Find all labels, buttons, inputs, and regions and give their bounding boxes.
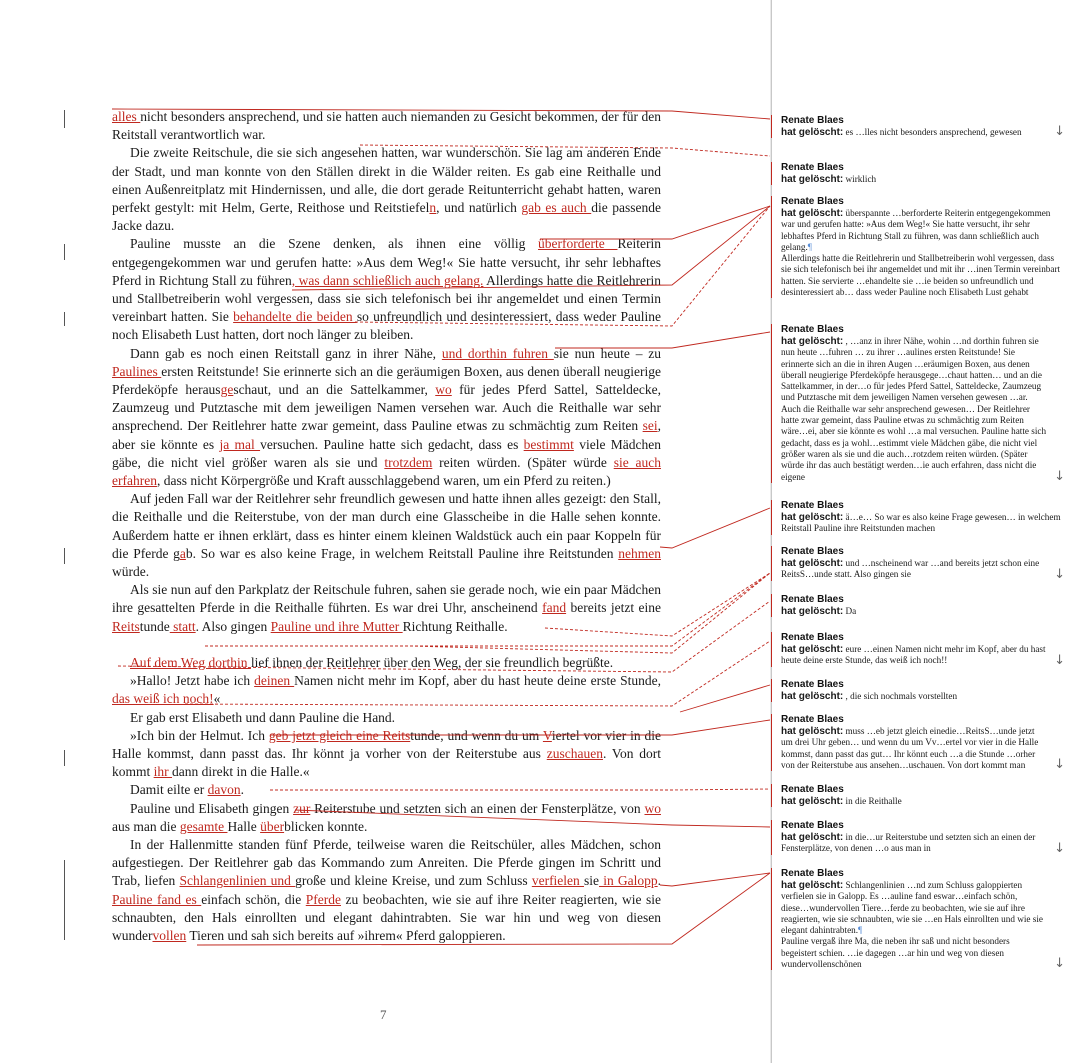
text-run: Er gab erst Elisabeth und dann Pauline die Hand. [130,709,396,725]
comment-connector-line [295,810,770,827]
tracked-insertion: sie auch erfahren [112,454,661,489]
comment-author: Renate Blaes [781,784,844,795]
tracked-insertion: davon [207,782,241,798]
comment-bar [771,546,772,581]
deletion-comment[interactable] [781,714,1065,771]
comment-body [781,880,1065,970]
comment-connector-line [292,206,770,290]
tracked-insertion: vollen [152,927,187,943]
tracked-insertion: statt [169,618,196,634]
tracked-insertion: nehmen [618,545,661,561]
tracked-insertion: alles [112,109,141,124]
text-run: Allerdings hatte die Reitlehrerin und Stallbetreiberin wohl vergessen, dass sie sich telefonisch bei ihr angemeldet und einen Termin vereinbart hatten. Sie [112,272,662,325]
expand-arrow-icon[interactable]: ↓ [1054,468,1065,484]
comment-body [781,208,1065,298]
tracked-insertion: Auf dem Weg dorthin [130,654,251,670]
comment-bar [771,196,772,298]
deleted-text: Schlangenlinien …nd zum Schluss galoppierten verfielen sie in Galopp. Es …auline fand eswar…einfach schön, diese…wundervollen Tiere…ferde zu beobachten, wie sie auf ihre reagierten, wie sie schnaubten, wie sie …en Hals einrollten und wie sie elegant dahintrabten. [781,880,1044,936]
expand-arrow-icon[interactable]: ↓ [1054,840,1065,856]
comment-bar [771,679,772,702]
tracked-insertion: zur [293,800,311,816]
expand-arrow-icon[interactable]: ↓ [1054,956,1065,972]
text-run: Halle [227,818,261,834]
comment-author: Renate Blaes [781,632,844,643]
comment-action: hat gelöscht: [781,726,844,737]
tracked-insertion: das weiß ich noch! [112,691,214,707]
comment-connector-line [657,873,770,889]
deleted-text: Allerdings hatte die Reitlehrerin und Stallbetreiberin wohl vergessen, dass sie sich telefonisch bei ihr angemeldet und mit ihr …inen Termin vereinbart hatten. Sie servierte …ehandelte sie …ie beiden so unfreundlich und desinteressiert ab… dass weder Pauline noch Elisabeth Lust gehabt [781,253,1061,298]
tracked-insertion: über [260,818,285,834]
deleted-text: es …lles nicht besonders ansprechend, gewesen [843,127,1022,137]
comment-author: Renate Blaes [781,868,844,879]
comment-author: Renate Blaes [781,546,844,557]
text-run: Reiterstube und setzten sich an einen der Fensterplätze, von [310,800,645,816]
deleted-text: , …anz in ihrer Nähe, wohin …nd dorthin fuhren sie nun heute …fuhren … zu ihrer …aulines ersten Reitstunde! Sie erinnerte sich an die in ihren Augen …eräumigen Boxen, aus denen überall neugierige Pferdeköpfe herausgege…chaut hatten… und an die Sattelkammer, in der…o für jedes Pferd Sattel, Satteldecke, Zaumzeug und Putztasche mit dem jeweiligen Namen versehen gewesen …ar. Auch die Reithalle war sehr ansprechend gewesen… Der Reitlehrer hatte zwar gemeint, dass Pauline etwas zu schmächtig zum Reiten wäre…ei, aber sie könnte es wohl …a mal versuchen. Pauline hatte sich gedacht, dass es ja wohl…estimmt viele Mädchen gäbe, die nicht viel größer waren als sie und die auch…rotzdem reiten würden. (Später würde ihr das auch bestätigt werden…ie auch erfahren, dass nicht die eigene [781,336,1047,482]
comment-author: Renate Blaes [781,324,844,335]
text-run: . Also gingen [195,618,271,634]
comment-connector-line [270,789,770,790]
deleted-text: überspannte …berforderte Reiterin entgegengekommen war und gerufen hatte: »Aus dem Weg!« Sie hatte versucht, ihr sehr lebhaftes Pferd in Richtung Stall zu führen, was dann schließlich auch gelang. [781,208,1051,252]
comment-bar [771,500,772,535]
deleted-text: muss …eb jetzt gleich einedie…ReitsS…unde jetzt um drei Uhr geben… und wenn du um Vv…ertel vor vier in die Halle kommst, dann passt das gut… Ihr könnt euch …a die Stunde …orher von der Reiterstube aus ansehen…uschauen. Von dort kommt man [781,726,1039,770]
comment-action: hat gelöscht: [781,558,844,569]
tracked-insertion: Schlangenlinien und [179,873,296,889]
comment-bar [771,594,772,617]
text-run: aus man die [112,818,180,834]
comment-bar [771,632,772,667]
tracked-insertion: in Galopp [599,873,658,889]
comment-connector-line [555,332,770,348]
deletion-comment[interactable] [781,162,1065,185]
comment-connector-line [660,508,770,548]
expand-arrow-icon[interactable]: ↓ [1054,652,1065,668]
tracked-insertion: n [429,200,437,216]
comment-bar [771,714,772,771]
pilcrow-mark: ¶ [858,925,863,936]
text-run: für jedes Pferd Sattel, Satteldecke, Zaumzeug und Putztasche mit dem jeweiligen Namen versehen war. Auch die Reithalle war sehr ansprechend. Der Reitlehrer hatte zwar gemeint, dass Pauline etwas zu schmächtig zum Reiten [112,382,661,434]
deleted-text: eure …einen Namen nicht mehr im Kopf, aber du hast heute deine erste Stunde, das weiß ich noch!! [781,644,1046,666]
comment-author: Renate Blaes [781,820,844,831]
comment-author: Renate Blaes [781,679,844,690]
text-run: viele Mädchen gäbe, die nicht viel größer waren als sie und [112,436,661,470]
comment-body [781,796,1065,807]
tracked-insertion: Pauline fand es [112,891,202,907]
deletion-comment[interactable] [781,324,1065,483]
tracked-insertion: behandelte die beiden [233,309,357,325]
comment-body [781,558,1065,581]
text-run: sie [584,873,599,889]
text-run: dann direkt in die Halle.« [172,764,310,780]
comment-bar [771,868,772,970]
text-run: Damit eilte er [130,782,208,798]
text-run: Pauline musste an die Szene denken, als ihnen eine völlig [130,236,539,252]
comment-author: Renate Blaes [781,162,844,173]
tracked-insertion: ihr [153,764,173,780]
comment-connector-line [360,145,770,156]
comment-body [781,124,1065,140]
text-run: Reiterin entgegengekommen war und gerufen hatte: »Aus dem Weg!« Sie hatte versucht, ihr sehr lebhaftes Pferd in Richtung Stall zu führen [112,236,661,288]
deletion-comment[interactable] [781,784,1065,807]
comment-bar [771,820,772,855]
text-run: »Ich bin der Helmut. Ich [130,727,269,743]
tracked-insertion: Pauline und ihre Mutter [270,618,403,634]
text-run: . Von dort kommt [112,745,661,780]
deleted-text: , die sich nochmals vorstellten [843,691,958,701]
tracked-insertion: überforderte [538,236,618,252]
comment-action: hat gelöscht: [781,127,844,138]
text-run: nicht besonders ansprechend, und sie hatten auch niemanden zu Gesicht bekommen, der für den Reitstall verantwortlich war. [112,109,661,143]
comment-connector-line [205,573,770,646]
text-run: »Hallo! Jetzt habe ich [130,673,255,689]
text-run: , aber sie könnte es [112,418,661,452]
tracked-insertion: und dorthin fuhren [441,345,554,361]
comment-action: hat gelöscht: [781,832,844,843]
text-run: blicken konnte. [284,818,368,834]
comment-bar [771,784,772,807]
text-run: Pauline und Elisabeth gingen [130,800,294,816]
tracked-insertion: gesamte [179,818,228,834]
comment-action: hat gelöscht: [781,336,844,347]
tracked-insertion: bestimmt [523,436,574,452]
tracked-insertion: Pferde [305,891,341,907]
tracked-insertion: Paulines [112,363,162,379]
comment-action: hat gelöscht: [781,174,844,185]
deleted-text: wirklich [843,174,877,184]
comment-connector-line [545,573,770,636]
comment-action: hat gelöscht: [781,208,844,219]
comment-author: Renate Blaes [781,714,844,725]
text-run: einfach schön, die [201,891,306,907]
text-run: die passende Jacke dazu. [112,200,661,234]
text-run: iertel vor vier in die Halle kommst, dann passt das. Ihr könnt ja vorher von der Reiterstube aus [112,727,661,761]
comment-body [781,726,1065,771]
text-run: würde. [112,564,150,580]
comment-bar [771,324,772,483]
page-number: 7 [380,1007,387,1022]
text-run: ersten Reitstunde! Sie erinnerte sich an die geräumigen Boxen, aus denen überall neugierige Pferdeköpfe heraus [112,363,662,398]
comment-connector-line [680,685,770,712]
tracked-insertion: Reits [112,618,140,634]
comment-body [781,606,1065,617]
deletion-comment[interactable] [781,594,1065,617]
text-run: tunde, und wenn du um [410,727,543,743]
comment-author: Renate Blaes [781,115,844,126]
comment-action: hat gelöscht: [781,691,844,702]
tracked-insertion: ja mal [219,436,261,452]
comment-connector-line [118,601,770,672]
text-run: , dass nicht Körpergröße und Kraft ausschlaggebend waren, um ein Pferd zu reiten.) [156,473,611,489]
text-run: reiten würden. (Später würde [432,454,614,470]
comment-body [781,336,1065,483]
text-run: Richtung Reithalle. [402,618,508,634]
comment-body [781,512,1065,535]
text-run: bereits jetzt eine [566,600,661,616]
text-run: Die zweite Reitschule, die sie sich angesehen hatten, war wunderschön. Sie lag am anderen Ende der Stadt, und man konnte von den Ställen direkt in die Wälder reiten. Es gab eine Reithalle und einen Außenreitplatz mit Hindernissen, und alle, die dort gerade Reitunterricht gehabt hatten, waren perfekt gestylt: mit Helm, Gerte, Reithose und Reitstiefel [112,145,661,216]
deleted-text: Pauline vergaß ihre Ma, die neben ihr saß und nicht besonders begeistert schien. …ie dagegen …ar hin und weg von diesen wundervollenschönen [781,936,1010,970]
text-run: . [240,782,244,798]
comment-connector-line [112,109,770,119]
deleted-text: in die Reithalle [843,796,902,806]
comment-body [781,691,1065,702]
comment-bar [771,162,772,185]
tracked-insertion: sei [642,418,658,434]
deletion-comment[interactable] [781,820,1065,855]
tracked-insertion: Reits [382,727,411,743]
tracked-insertion: zuschauen [546,745,603,761]
tracked-insertion: verfielen [531,873,584,889]
text-run: . [657,873,662,889]
text-run: Als sie nun auf den Parkplatz der Reitschule fuhren, sahen sie gerade noch, wie ein paar Mädchen ihre gesattelten Pferde in die Reithalle führten. Es war drei Uhr, anscheinend [112,582,661,616]
comment-body [781,832,1065,855]
comment-action: hat gelöscht: [781,644,844,655]
tracked-insertion: gab es auch [521,200,592,216]
comment-author: Renate Blaes [781,196,844,207]
tracked-insertion: a [179,545,186,561]
text-run: tunde [139,618,170,634]
comment-action: hat gelöscht: [781,606,844,617]
comment-action: hat gelöscht: [781,512,844,523]
deletion-comment[interactable] [781,115,1065,138]
comment-connector-line [185,641,770,706]
text-run: In der Hallenmitte standen fünf Pferde, teilweise waren die Reitschüler, alles Mädchen, schon aufgestiegen. Der Reitlehrer gab das Kommando zum Anreiten. Die Pferde gingen im Schritt und Trab, liefen [112,836,661,889]
tracked-insertion: , was dann schließlich auch gelang. [291,272,484,288]
deleted-text: ä…e… So war es also keine Frage gewesen… in welchem Reitstall Pauline ihre Reitstunden machen [781,512,1061,534]
deletion-comment[interactable] [781,500,1065,535]
text-run: so unfreundlich und desinteressiert, dass weder Pauline noch Elisabeth Lust hatten, dort noch länger zu bleiben. [112,309,661,343]
comment-connector-line [270,720,770,735]
text-run: schaut, und an die Sattelkammer, [233,382,436,398]
text-run: Namen nicht mehr im Kopf, aber du hast heute deine erste Stunde, [294,673,661,689]
expand-arrow-icon[interactable]: ↓ [1054,566,1065,582]
text-run: Auf jeden Fall war der Reitlehrer sehr freundlich gewesen und hatte ihnen alles gezeigt: den Stall, die Reithalle und die Reiterstube, von der man durch eine Glasscheibe in die Halle sehen konnte. Außerdem hatte er ihnen erklärt, dass es hinter einem kleinen Waldstück auch ein paar Koppeln für die Pferde g [112,491,661,561]
tracked-insertion: ge [220,382,234,398]
deletion-comment[interactable] [781,546,1065,581]
text-run: sie nun heute – zu [553,345,662,361]
expand-arrow-icon[interactable]: ↓ [1054,124,1065,140]
comment-connector-line [197,873,770,945]
text-run: lief ihnen der Reitlehrer über den Weg, der sie freundlich begrüßte. [250,654,614,670]
tracked-insertion: wo [435,382,452,398]
expand-arrow-icon[interactable]: ↓ [1054,757,1065,773]
text-run: b. So war es also keine Frage, in welchem Reitstall Pauline ihre Reitstunden [185,545,619,561]
text-run: Tieren und sah sich bereits auf »ihrem« Pferd galoppieren. [186,927,506,943]
deletion-comment[interactable] [781,196,1065,298]
tracked-insertion: deinen [254,673,295,689]
tracked-insertion: V [542,727,552,743]
comment-connector-line [355,206,770,326]
text-run: große und kleine Kreise, und zum Schluss [295,873,532,889]
deletion-comment[interactable] [781,679,1065,702]
deletion-comment[interactable] [781,868,1065,970]
pilcrow-mark: ¶ [807,241,812,252]
comment-body [781,644,1065,667]
deleted-text: und …nscheinend war …and bereits jetzt schon eine ReitsS…unde statt. Also gingen sie [781,558,1040,580]
text-run: , und natürlich [436,200,522,216]
deleted-text: Da [843,606,857,616]
text-run: zu beobachten, wie sie auf ihre Reiter reagierten, wie sie schnaubten, den Hals einrollten und elegant dahintrabten. Sie war hin und weg von diesen wunder [112,891,662,943]
tracked-insertion: trotzdem [384,454,433,470]
comment-body [781,174,1065,185]
text-run: Dann gab es noch einen Reitstall ganz in ihrer Nähe, [130,345,442,361]
tracked-insertion: geb jetzt gleich eine [268,727,383,743]
comment-action: hat gelöscht: [781,880,844,891]
comment-author: Renate Blaes [781,594,844,605]
tracked-insertion: wo [644,800,661,816]
text-run: « [213,691,221,707]
comment-author: Renate Blaes [781,500,844,511]
deleted-text: in die…ur Reiterstube und setzten sich an einen der Fensterplätze, von denen …o aus man in [781,832,1036,854]
text-run: versuchen. Pauline hatte sich gedacht, dass es [260,436,524,452]
tracked-insertion: fand [542,600,567,616]
comment-action: hat gelöscht: [781,796,844,807]
comment-bar [771,115,772,138]
deletion-comment[interactable] [781,632,1065,667]
